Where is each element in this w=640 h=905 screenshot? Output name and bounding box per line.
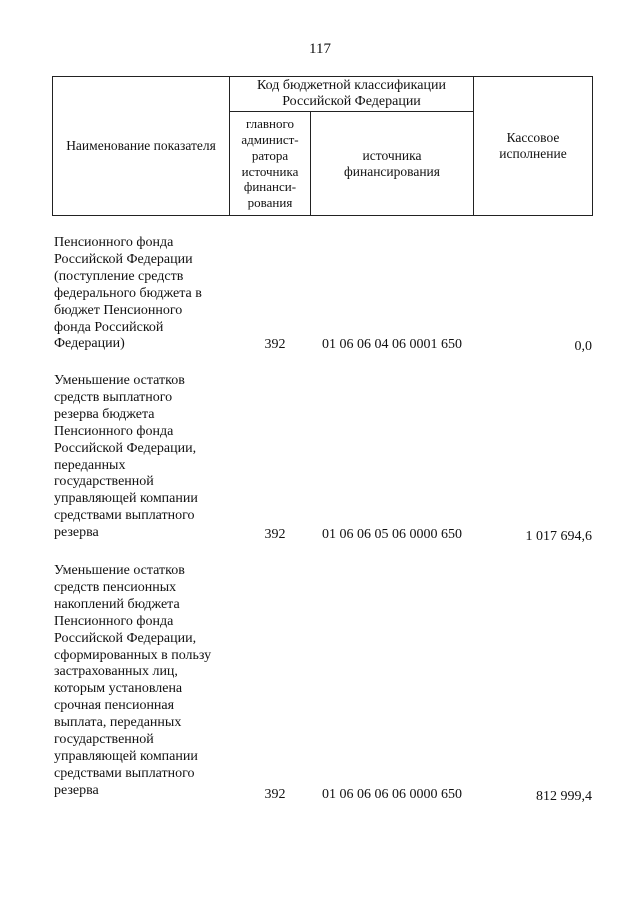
header-budget-code-group: Код бюджетной классификации Российской Федерации: [257, 78, 446, 109]
header-funding-source: источника финансирования: [344, 147, 440, 179]
row-label: Уменьшение остатков средств пенсионных накоплений бюджета Пенсионного фонда Российской Федерации, сформированных в пользу застрахованных лиц, которым установлена срочная пенсионная выплата, переданных государственной управляющей компании средствами выплатного резерва: [54, 563, 212, 798]
header-indicator: Наименование показателя: [66, 138, 216, 153]
header-bottom-border: [52, 215, 593, 216]
row-source-code: 01 06 06 05 06 0000 650: [322, 527, 462, 542]
row-label: Уменьшение остатков средств выплатного резерва бюджета Пенсионного фонда Российской Федерации, переданных государственной управляющей компании средствами выплатного резерва: [54, 373, 198, 541]
row-admin-code: 392: [264, 337, 286, 352]
row-source-code: 01 06 06 06 06 0000 650: [322, 787, 462, 802]
header-admin-source: главного админист- ратора источника финанси- рования: [241, 116, 299, 211]
header-right-border: [592, 76, 593, 216]
row-amount: 0,0: [574, 339, 592, 354]
row-label: Пенсионного фонда Российской Федерации (поступление средств федерального бюджета в бюджет Пенсионного фонда Российской Федерации): [54, 235, 202, 352]
page-number: 117: [309, 41, 331, 57]
row-admin-code: 392: [264, 527, 286, 542]
row-amount: 1 017 694,6: [525, 529, 592, 544]
header-cash-execution: Кассовое исполнение: [499, 130, 567, 161]
row-source-code: 01 06 06 04 06 0001 650: [322, 337, 462, 352]
row-admin-code: 392: [264, 787, 286, 802]
row-amount: 812 999,4: [536, 789, 592, 804]
